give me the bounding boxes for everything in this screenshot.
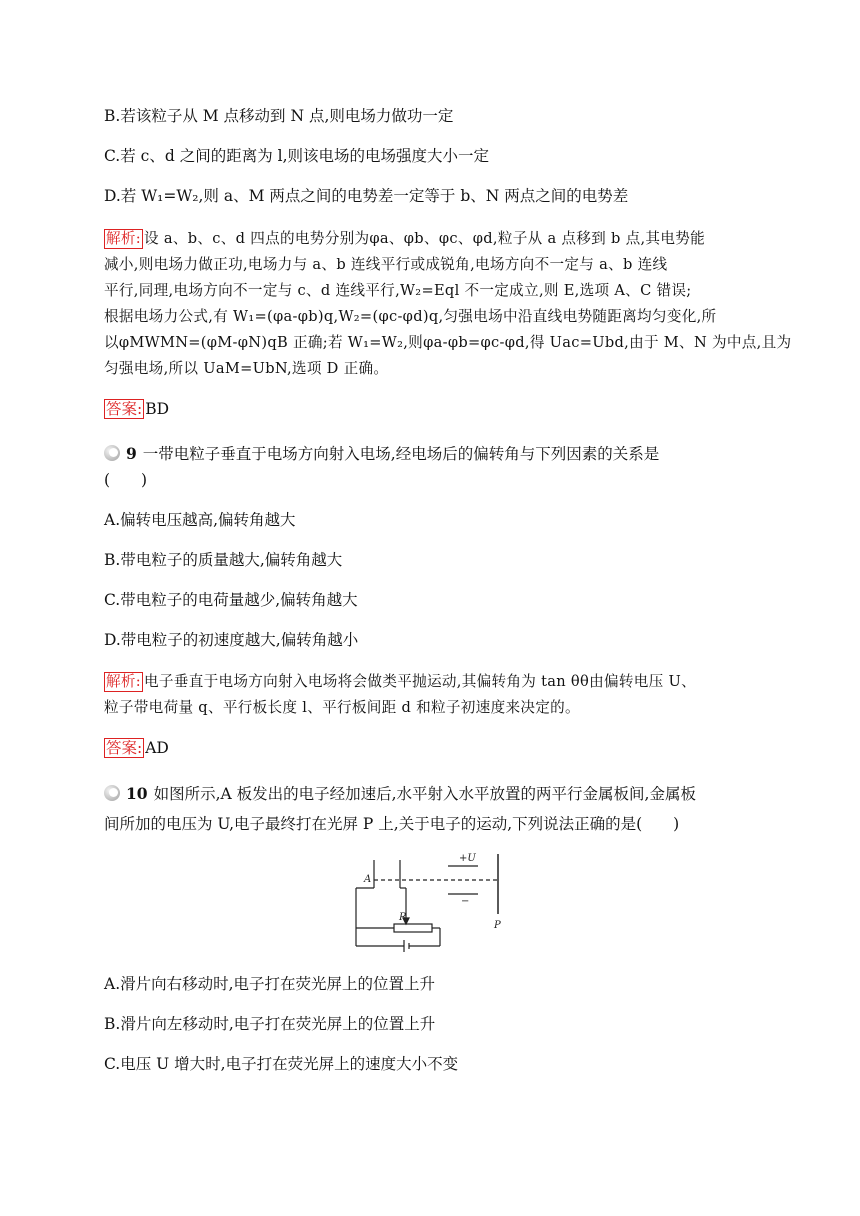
- label-r: R: [399, 912, 407, 923]
- q9-option-c: C.带电粒子的电荷量越少,偏转角越大: [104, 591, 358, 609]
- q9-analysis-line-1: [104, 672, 696, 692]
- question-text: 如图所示,A 板发出的电子经加速后,水平射入水平放置的两平行金属板间,金属板: [153, 785, 696, 803]
- q9-option-a: A.偏转电压越高,偏转角越大: [104, 511, 296, 529]
- circuit-svg: [344, 848, 514, 953]
- analysis-tag: 解析:: [106, 230, 142, 247]
- q8-analysis-line-4: 根据电场力公式,有 W₁=(φa-φb)q,W₂=(φc-φd)q,匀强电场中沿直线电势随距离均匀变化,所: [104, 308, 717, 325]
- question-number: 10: [126, 784, 148, 803]
- q8-option-d: D.若 W₁=W₂,则 a、M 两点之间的电势差一定等于 b、N 两点之间的电势差: [104, 187, 629, 205]
- q10-stem-line-2: 间所加的电压为 U,电子最终打在光屏 P 上,关于电子的运动,下列说法正确的是( ): [104, 815, 680, 833]
- label-a: A: [364, 874, 372, 885]
- circuit-diagram: [344, 848, 514, 953]
- answer-value: AD: [145, 739, 169, 757]
- q9-option-d: D.带电粒子的初速度越大,偏转角越小: [104, 631, 359, 649]
- analysis-text: 电子垂直于电场方向射入电场将会做类平抛运动,其偏转角为 tan θθ由偏转电压 U、: [144, 673, 697, 690]
- question-number: 9: [126, 444, 137, 463]
- answer-tag: 答案:: [106, 739, 143, 757]
- label-p: P: [494, 920, 501, 931]
- label-minus: −: [461, 896, 470, 907]
- q8-analysis-line-2: 减小,则电场力做正功,电场力与 a、b 连线平行或成锐角,电场方向不一定与 a、b 连线: [104, 256, 668, 273]
- answer-tag: 答案:: [106, 400, 143, 418]
- analysis-tag: 解析:: [106, 673, 142, 690]
- question-circle-icon: [104, 445, 122, 461]
- q8-analysis-line-5: 以φMWMN=(φM-φN)qB 正确;若 W₁=W₂,则φa-φb=φc-φd,得 Uac=Ubd,由于 M、N 为中点,且为: [104, 334, 792, 351]
- q8-answer: [104, 399, 169, 419]
- question-circle-icon: [104, 785, 122, 801]
- q10-option-a: A.滑片向右移动时,电子打在荧光屏上的位置上升: [104, 975, 436, 993]
- q9-stem-line-1: [104, 444, 659, 464]
- q10-stem-line-1: [104, 784, 696, 804]
- q9-answer: [104, 738, 169, 758]
- q8-option-c: C.若 c、d 之间的距离为 l,则该电场的电场强度大小一定: [104, 147, 490, 165]
- q8-option-b: B.若该粒子从 M 点移动到 N 点,则电场力做功一定: [104, 107, 454, 125]
- q10-option-b: B.滑片向左移动时,电子打在荧光屏上的位置上升: [104, 1015, 436, 1033]
- q8-analysis-line-1: [104, 229, 705, 249]
- resistor-r: [394, 924, 432, 932]
- q9-stem-line-2: ( ): [104, 471, 148, 489]
- q10-option-c: C.电压 U 增大时,电子打在荧光屏上的速度大小不变: [104, 1055, 459, 1073]
- question-text: 一带电粒子垂直于电场方向射入电场,经电场后的偏转角与下列因素的关系是: [142, 445, 660, 463]
- answer-value: BD: [145, 400, 170, 418]
- q9-option-b: B.带电粒子的质量越大,偏转角越大: [104, 551, 343, 569]
- q8-analysis-line-3: 平行,同理,电场方向不一定与 c、d 连线平行,W₂=Eql 不一定成立,则 E,选项 A、C 错误;: [104, 282, 692, 299]
- q9-analysis-line-2: 粒子带电荷量 q、平行板长度 l、平行板间距 d 和粒子初速度来决定的。: [104, 699, 580, 716]
- analysis-text: 设 a、b、c、d 四点的电势分别为φa、φb、φc、φd,粒子从 a 点移到 b 点,其电势能: [144, 230, 705, 247]
- label-plus-u: +U: [459, 853, 476, 864]
- q8-analysis-line-6: 匀强电场,所以 UaM=UbN,选项 D 正确。: [104, 360, 389, 377]
